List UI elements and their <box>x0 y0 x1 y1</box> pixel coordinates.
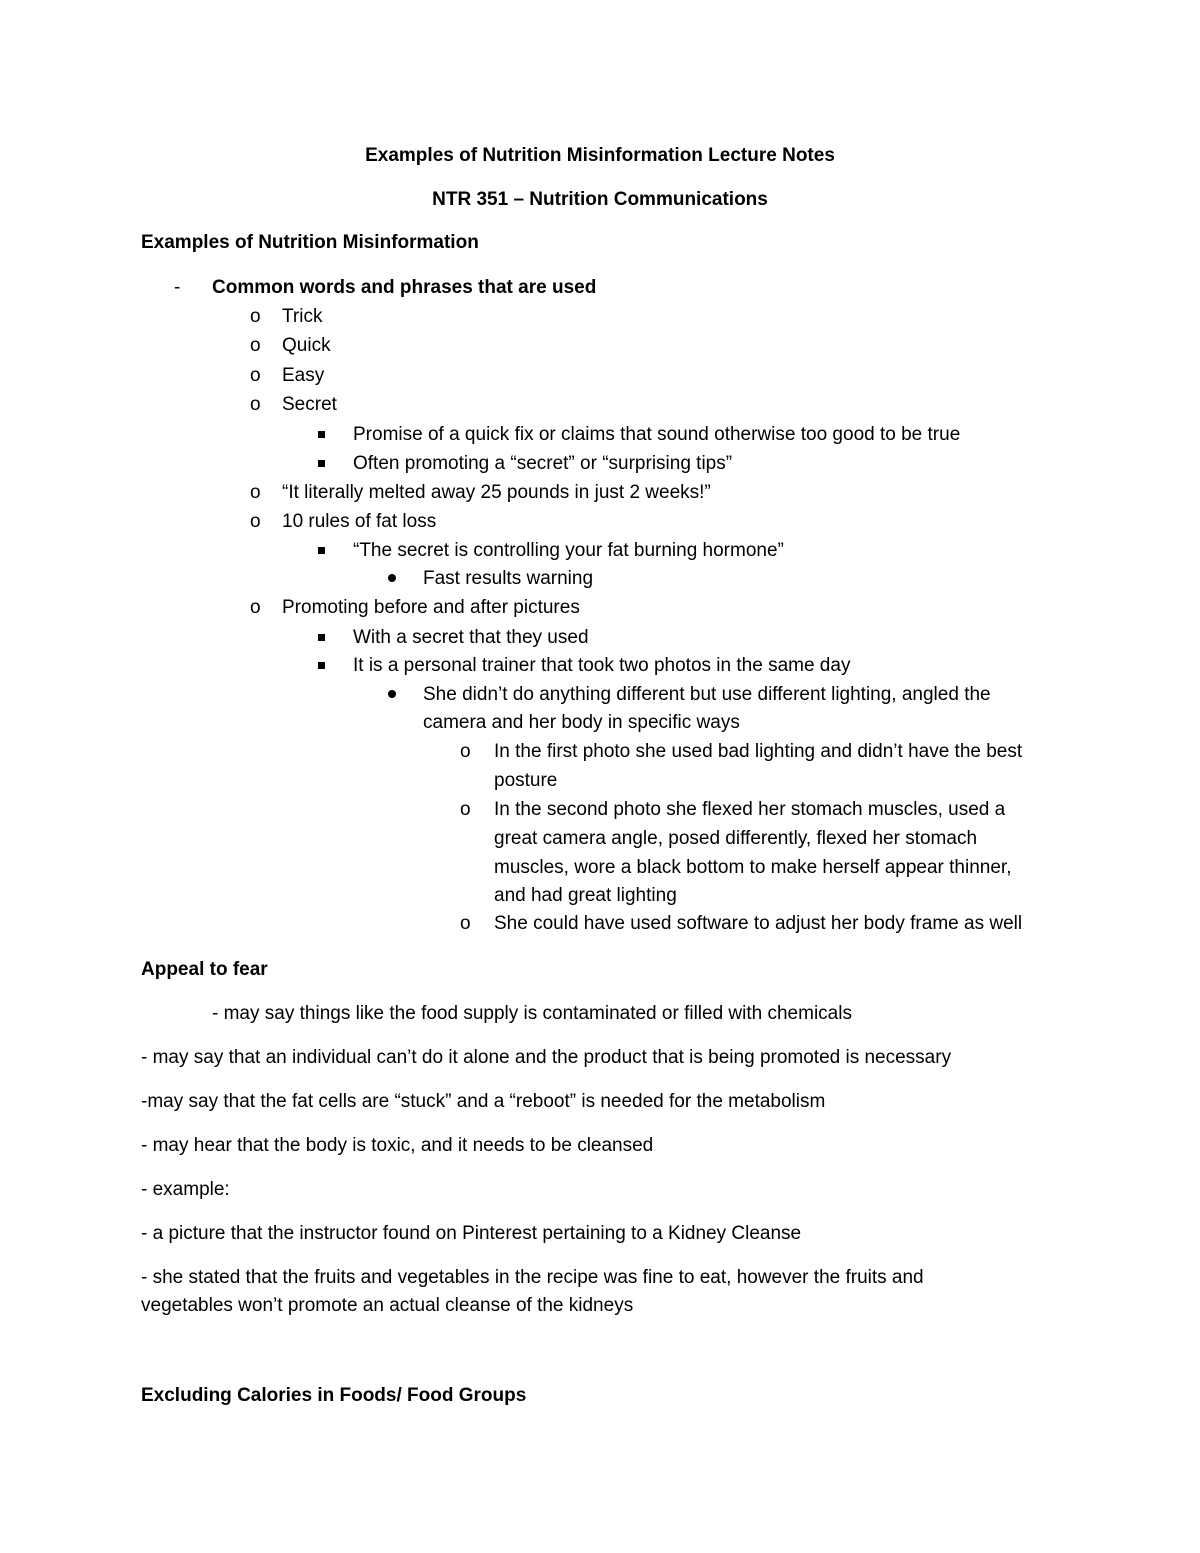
list-item-melted-quote: “It literally melted away 25 pounds in just 2 weeks!” <box>282 482 711 503</box>
circle-marker: o <box>250 597 261 618</box>
document-title: Examples of Nutrition Misinformation Lecture Notes <box>365 145 835 166</box>
paragraph-body-toxic: - may hear that the body is toxic, and it needs to be cleansed <box>141 1135 654 1156</box>
list-item-secret-used: With a secret that they used <box>353 627 589 648</box>
list-item-trick: Trick <box>282 306 323 327</box>
circle-marker: o <box>250 306 261 327</box>
section-heading-excluding-calories: Excluding Calories in Foods/ Food Groups <box>141 1385 527 1406</box>
list-item-quick-fix: Promise of a quick fix or claims that sound otherwise too good to be true <box>353 424 961 445</box>
paragraph-pinterest: - a picture that the instructor found on Pinterest pertaining to a Kidney Cleanse <box>141 1223 802 1244</box>
square-bullet-icon <box>318 634 325 641</box>
list-item-second-photo-line1: In the second photo she flexed her stomach muscles, used a <box>494 799 1006 820</box>
list-item-first-photo-line2: posture <box>494 770 558 791</box>
circle-marker: o <box>460 741 471 762</box>
square-bullet-icon <box>318 547 325 554</box>
circle-marker: o <box>250 511 261 532</box>
list-item-before-after: Promoting before and after pictures <box>282 597 580 618</box>
course-title: NTR 351 – Nutrition Communications <box>432 189 768 210</box>
paragraph-fruits-vegetables-line2: vegetables won’t promote an actual cleanse of the kidneys <box>141 1295 634 1316</box>
list-item-lighting-line1: She didn’t do anything different but use different lighting, angled the <box>423 684 991 705</box>
list-item-hormone-quote: “The secret is controlling your fat burning hormone” <box>353 540 784 561</box>
round-bullet-icon <box>388 690 396 698</box>
circle-marker: o <box>460 799 471 820</box>
list-item-easy: Easy <box>282 365 325 386</box>
paragraph-example: - example: <box>141 1179 230 1200</box>
circle-marker: o <box>250 482 261 503</box>
square-bullet-icon <box>318 431 325 438</box>
list-item-software: She could have used software to adjust her body frame as well <box>494 913 1023 934</box>
paragraph-food-supply: - may say things like the food supply is contaminated or filled with chemicals <box>212 1003 852 1024</box>
list-item-quick: Quick <box>282 335 331 356</box>
list-item-second-photo-line3: muscles, wore a black bottom to make herself appear thinner, <box>494 857 1012 878</box>
list-item-second-photo-line4: and had great lighting <box>494 885 677 906</box>
list-item-first-photo-line1: In the first photo she used bad lighting and didn’t have the best <box>494 741 1023 762</box>
list-item-surprising-tips: Often promoting a “secret” or “surprising tips” <box>353 453 733 474</box>
list-item-fat-loss-rules: 10 rules of fat loss <box>282 511 437 532</box>
paragraph-fat-cells-stuck: -may say that the fat cells are “stuck” and a “reboot” is needed for the metabolism <box>141 1091 826 1112</box>
list-item-personal-trainer: It is a personal trainer that took two photos in the same day <box>353 655 851 676</box>
list-item-fast-results: Fast results warning <box>423 568 594 589</box>
paragraph-fruits-vegetables-line1: - she stated that the fruits and vegetables in the recipe was fine to eat, however the fruits and <box>141 1267 924 1288</box>
circle-marker: o <box>250 394 261 415</box>
section-heading-misinformation: Examples of Nutrition Misinformation <box>141 232 479 253</box>
square-bullet-icon <box>318 460 325 467</box>
circle-marker: o <box>460 913 471 934</box>
bullet-common-words: Common words and phrases that are used <box>212 277 597 298</box>
list-item-second-photo-line2: great camera angle, posed differently, flexed her stomach <box>494 828 978 849</box>
dash-marker: - <box>174 277 181 298</box>
list-item-lighting-line2: camera and her body in specific ways <box>423 712 740 733</box>
list-item-secret: Secret <box>282 394 337 415</box>
paragraph-cant-do-alone: - may say that an individual can’t do it alone and the product that is being promoted is necessary <box>141 1047 952 1068</box>
circle-marker: o <box>250 365 261 386</box>
circle-marker: o <box>250 335 261 356</box>
square-bullet-icon <box>318 662 325 669</box>
section-heading-appeal-to-fear: Appeal to fear <box>141 959 268 980</box>
round-bullet-icon <box>388 574 396 582</box>
